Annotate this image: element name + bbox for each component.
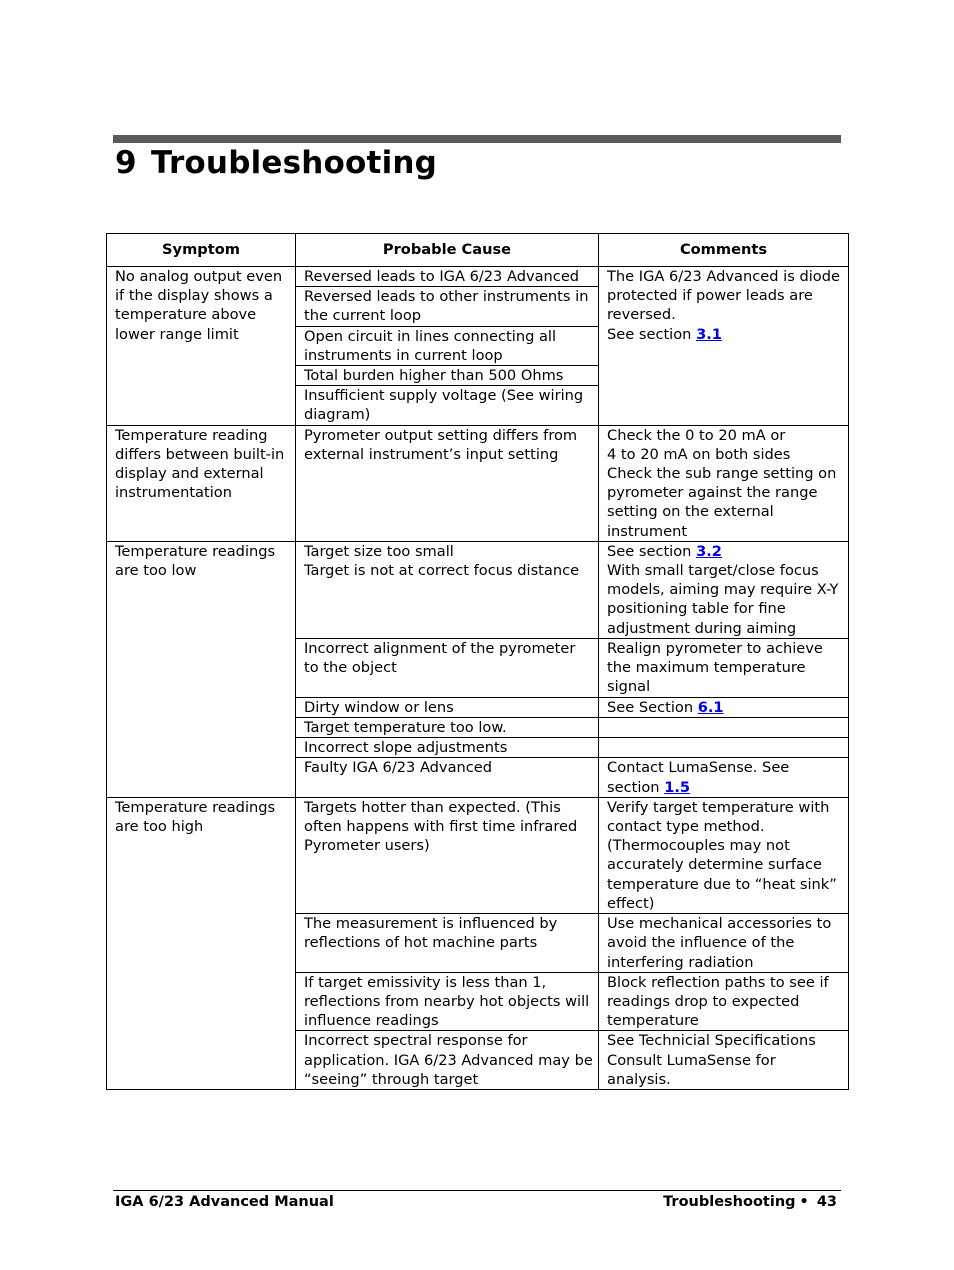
comment-cell: See Technicial Specifications Consult LumaSense for analysis. <box>599 1031 849 1090</box>
section-link[interactable]: 6.1 <box>697 698 724 716</box>
comment-cell: Block reflection paths to see if readings drop to expected temperature <box>599 972 849 1031</box>
table-row <box>107 797 849 913</box>
comment-cell: See Section 6.1 <box>599 697 849 717</box>
chapter-title: Troubleshooting <box>151 145 438 181</box>
footer-manual-title: IGA 6/23 Advanced Manual <box>115 1194 334 1210</box>
footer-bullet: • <box>799 1194 809 1210</box>
symptom-cell: Temperature readings are too high <box>107 797 296 1089</box>
cause-cell: Targets hotter than expected. (This often happens with first time infrared Pyrometer users) <box>296 797 599 913</box>
comment-cell: Contact LumaSense. See section 1.5 <box>599 758 849 797</box>
cause-cell: Dirty window or lens <box>296 697 599 717</box>
chapter-heading <box>115 145 437 181</box>
comment-cell <box>599 738 849 758</box>
comment-cell: The IGA 6/23 Advanced is diode protected if power leads are reversed. See section 3.1 <box>599 267 849 426</box>
section-link[interactable]: 3.2 <box>696 542 722 560</box>
table-row <box>107 267 849 287</box>
comment-cell: Verify target temperature with contact type method. (Thermocouples may not accurately determine surface temperature due to “heat sink” effect) <box>599 797 849 913</box>
page-number: 43 <box>816 1194 837 1210</box>
cause-cell: Reversed leads to other instruments in the current loop <box>296 287 599 326</box>
footer-section: Troubleshooting <box>663 1194 796 1210</box>
cause-cell: Incorrect alignment of the pyrometer to the object <box>296 638 599 697</box>
header-probable-cause: Probable Cause <box>296 234 599 267</box>
symptom-cell: Temperature readings are too low <box>107 541 296 797</box>
section-link[interactable]: 1.5 <box>664 778 691 796</box>
section-link[interactable]: 3.1 <box>696 325 722 343</box>
footer-rule <box>113 1190 841 1191</box>
header-comments: Comments <box>599 234 849 267</box>
chapter-rule <box>113 135 841 143</box>
comment-cell: See section 3.2 With small target/close focus models, aiming may require X-Y positioning table for fine adjustment during aiming <box>599 541 849 638</box>
comment-cell: Use mechanical accessories to avoid the influence of the interfering radiation <box>599 914 849 973</box>
table-row <box>107 425 849 541</box>
table-header-row <box>107 234 849 267</box>
cause-cell: Total burden higher than 500 Ohms <box>296 366 599 386</box>
cause-cell: Incorrect slope adjustments <box>296 738 599 758</box>
cause-cell: Open circuit in lines connecting all instruments in current loop <box>296 326 599 365</box>
cause-cell: Incorrect spectral response for application. IGA 6/23 Advanced may be “seeing” through target <box>296 1031 599 1090</box>
cause-cell: If target emissivity is less than 1, reflections from nearby hot objects will influence readings <box>296 972 599 1031</box>
footer-page-info <box>663 1194 837 1210</box>
cause-cell: Pyrometer output setting differs from external instrument’s input setting <box>296 425 599 541</box>
cause-cell: Insufficient supply voltage (See wiring diagram) <box>296 386 599 425</box>
header-symptom: Symptom <box>107 234 296 267</box>
symptom-cell: No analog output even if the display shows a temperature above lower range limit <box>107 267 296 426</box>
cause-cell: Target size too small Target is not at correct focus distance <box>296 541 599 638</box>
comment-cell: Check the 0 to 20 mA or 4 to 20 mA on both sides Check the sub range setting on pyrometer against the range setting on the external instrument <box>599 425 849 541</box>
symptom-cell: Temperature reading differs between built-in display and external instrumentation <box>107 425 296 541</box>
cause-cell: Faulty IGA 6/23 Advanced <box>296 758 599 797</box>
troubleshooting-table <box>106 233 849 1090</box>
chapter-number: 9 <box>115 145 137 181</box>
comment-cell: Realign pyrometer to achieve the maximum temperature signal <box>599 638 849 697</box>
comment-cell <box>599 718 849 738</box>
cause-cell: Reversed leads to IGA 6/23 Advanced <box>296 267 599 287</box>
cause-cell: The measurement is influenced by reflections of hot machine parts <box>296 914 599 973</box>
cause-cell: Target temperature too low. <box>296 718 599 738</box>
table-row <box>107 541 849 638</box>
